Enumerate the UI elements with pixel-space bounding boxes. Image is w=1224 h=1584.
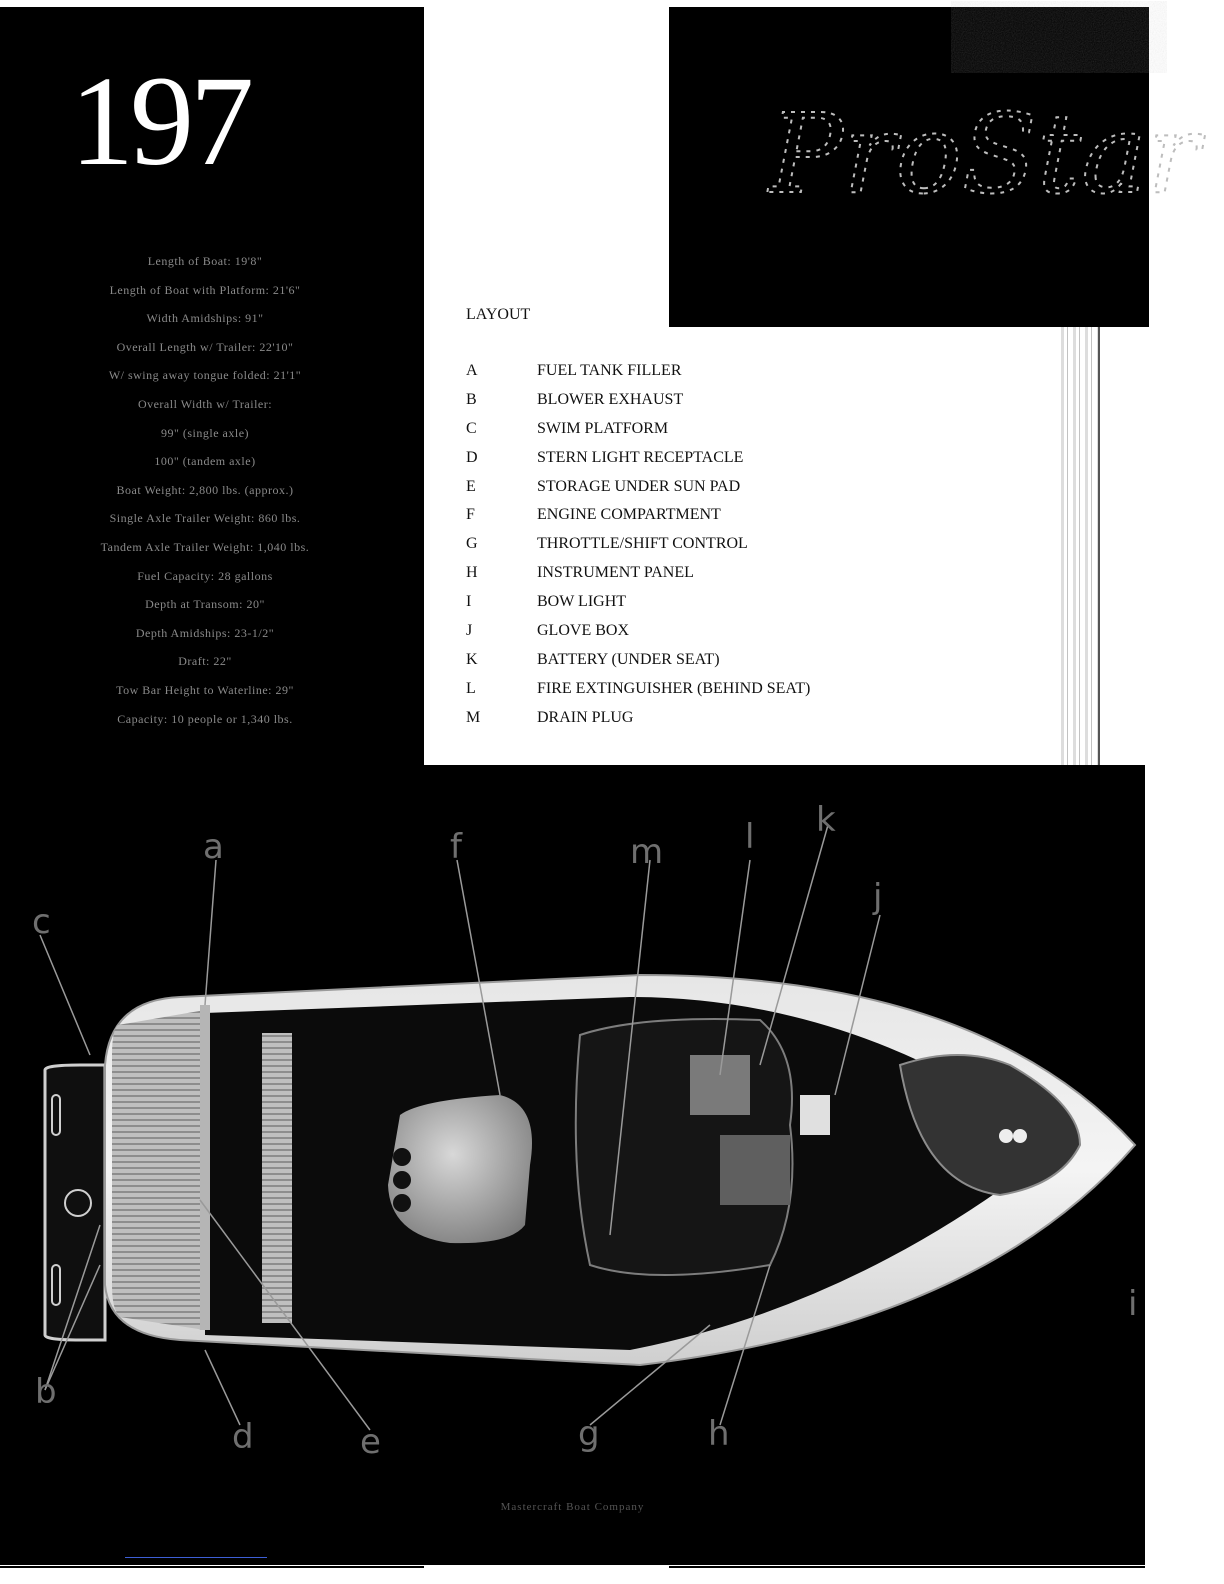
legend-label: STORAGE UNDER SUN PAD xyxy=(537,477,741,495)
callout-e: e xyxy=(360,1422,381,1462)
legend-label: FIRE EXTINGUISHER (BEHIND SEAT) xyxy=(537,679,811,697)
callout-k: k xyxy=(816,800,836,840)
legend-key: F xyxy=(466,506,475,524)
spec-item: Length of Boat with Platform: 21'6" xyxy=(109,282,301,297)
callout-f: f xyxy=(450,827,462,867)
legend-key: E xyxy=(466,477,476,495)
engine-cover xyxy=(388,1095,532,1243)
layout-heading: LAYOUT xyxy=(466,306,531,323)
decorative-stripe-line xyxy=(1098,327,1100,767)
spec-item: 100" (tandem axle) xyxy=(154,454,256,469)
spec-item: Length of Boat: 19'8" xyxy=(147,254,263,268)
spec-item: Depth at Transom: 20" xyxy=(145,597,265,612)
legend-label: BLOWER EXHAUST xyxy=(537,390,684,408)
callout-m: m xyxy=(630,832,664,872)
callout-a: a xyxy=(203,827,224,867)
legend-label: INSTRUMENT PANEL xyxy=(537,564,694,582)
spec-item: 99" (single axle) xyxy=(160,425,250,440)
legend-label: BATTERY (UNDER SEAT) xyxy=(537,650,720,668)
spec-item: Depth Amidships: 23-1/2" xyxy=(135,625,275,640)
legend-label: BOW LIGHT xyxy=(537,593,627,611)
spec-item: Tow Bar Height to Waterline: 29" xyxy=(116,682,294,697)
footer-text: Mastercraft Boat Company xyxy=(500,1501,645,1513)
legend-label: DRAIN PLUG xyxy=(537,708,634,726)
callout-d: d xyxy=(232,1417,254,1457)
legend-label: ENGINE COMPARTMENT xyxy=(537,506,721,524)
legend-key: C xyxy=(466,419,477,437)
decorative-stripe xyxy=(1061,327,1103,767)
callout-i: i xyxy=(1128,1284,1138,1324)
spec-list xyxy=(20,247,390,733)
callout-c: c xyxy=(32,902,51,942)
legend-label: FUEL TANK FILLER xyxy=(537,362,682,379)
brand-logo-panel xyxy=(669,7,1200,327)
legend-key: H xyxy=(466,564,478,582)
legend-label: STERN LIGHT RECEPTACLE xyxy=(537,448,744,466)
sun-pad xyxy=(112,1010,205,1330)
brand-logo-graphic xyxy=(669,7,1200,327)
callout-g: g xyxy=(578,1414,600,1454)
legend-label: GLOVE BOX xyxy=(537,622,629,640)
callout-h: h xyxy=(708,1414,730,1454)
boat-top-view xyxy=(0,765,1145,1565)
spec-item: Single Axle Trailer Weight: 860 lbs. xyxy=(109,511,301,526)
boat-diagram-panel xyxy=(0,765,1145,1565)
legend-key: B xyxy=(466,390,477,408)
spec-item: Capacity: 10 people or 1,340 lbs. xyxy=(117,711,293,726)
spec-item: Draft: 22" xyxy=(178,654,232,669)
spec-item: Overall Width w/ Trailer: xyxy=(137,396,273,411)
bottom-link-rule xyxy=(125,1557,267,1558)
brand-logo-text: ProStar xyxy=(769,90,1200,218)
spec-item: Boat Weight: 2,800 lbs. (approx.) xyxy=(116,482,294,497)
spec-item: W/ swing away tongue folded: 21'1" xyxy=(108,368,302,383)
spec-item: Width Amidships: 91" xyxy=(146,311,264,326)
legend-key: D xyxy=(466,448,478,466)
bottom-rule-left xyxy=(0,1566,424,1568)
spec-item: Tandem Axle Trailer Weight: 1,040 lbs. xyxy=(100,539,310,554)
legend-key: J xyxy=(466,622,473,640)
callout-l: l xyxy=(745,817,755,857)
spec-panel xyxy=(0,7,424,807)
model-number: 197 xyxy=(70,50,250,192)
rear-bench-seat xyxy=(262,1033,292,1323)
callout-b: b xyxy=(35,1372,57,1412)
legend-key: I xyxy=(466,593,472,611)
legend-key: K xyxy=(466,650,478,668)
legend-key: L xyxy=(466,679,476,697)
callout-j: j xyxy=(873,877,883,917)
spec-item: Fuel Capacity: 28 gallons xyxy=(137,568,273,583)
legend-label: THROTTLE/SHIFT CONTROL xyxy=(537,535,748,553)
spec-item: Overall Length w/ Trailer: 22'10" xyxy=(116,339,294,354)
legend-label: SWIM PLATFORM xyxy=(537,419,669,437)
bottom-rule-right xyxy=(669,1566,1145,1568)
legend-key: A xyxy=(466,362,478,379)
legend-key: G xyxy=(466,535,478,553)
legend-key: M xyxy=(466,708,481,726)
